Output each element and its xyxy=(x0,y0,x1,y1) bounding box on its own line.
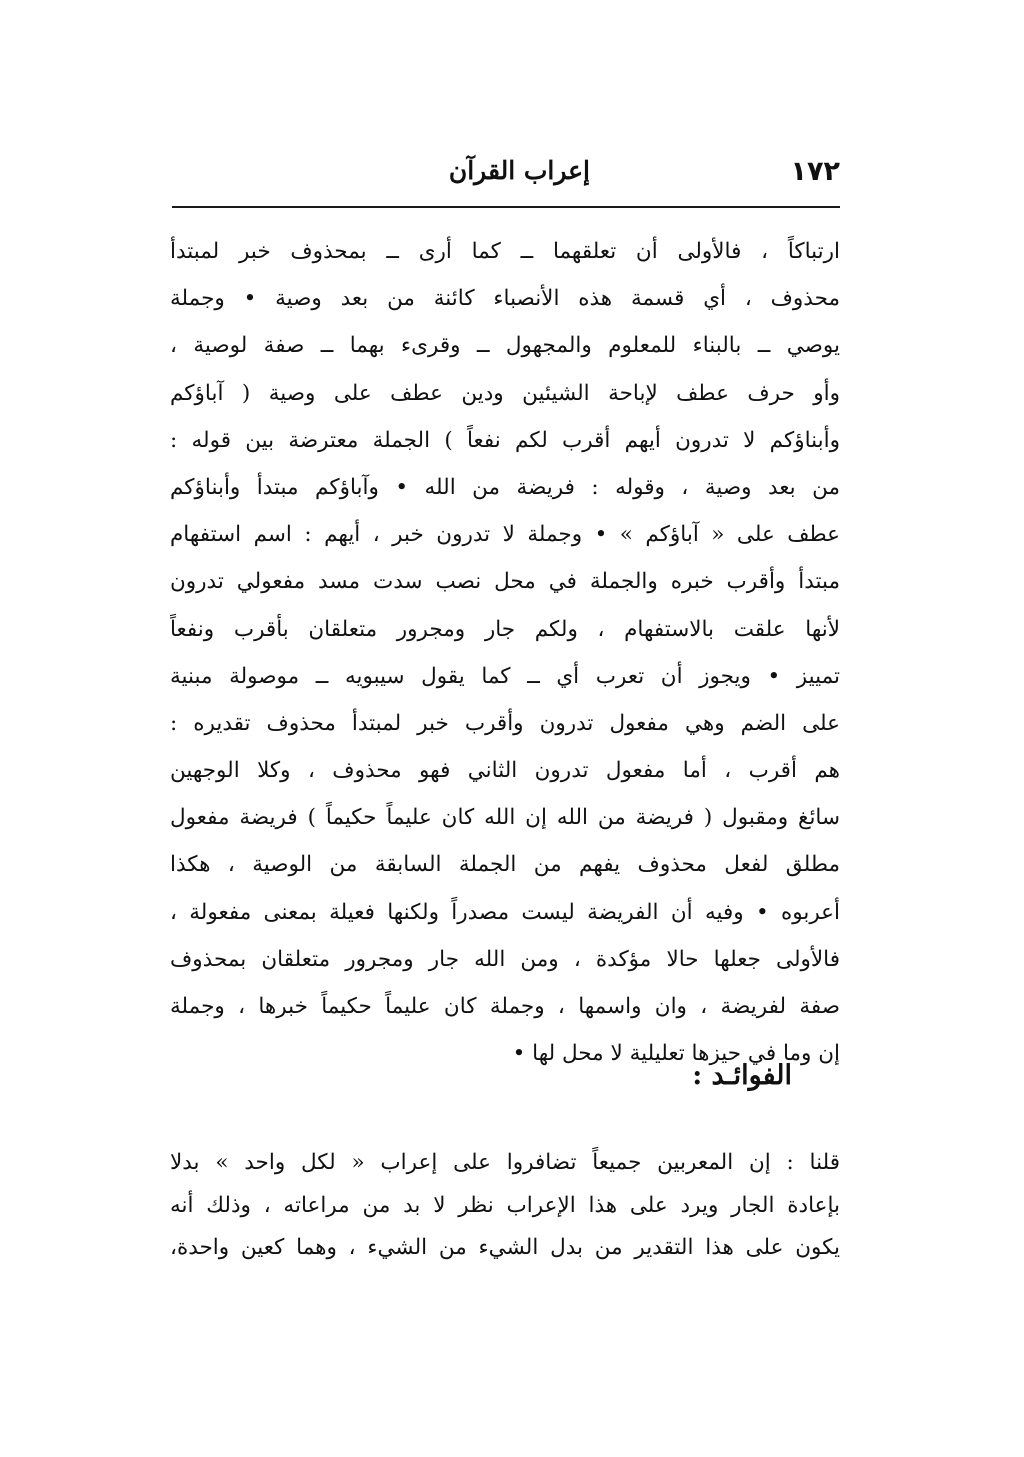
text-line: تمييز • ويجوز أن تعرب أي ــ كما يقول سيبويه ــ موصولة مبنية xyxy=(170,663,840,689)
section-heading: الفوائـد : xyxy=(692,1060,792,1091)
text-line: يكون على هذا التقدير من بدل الشيء من الشيء ، وهما كعين واحدة، xyxy=(170,1235,840,1260)
page-header xyxy=(175,152,840,202)
text-line: قلنا : إن المعربين جميعاً تضافروا على إعراب « لكل واحد » بدلا xyxy=(170,1150,840,1175)
text-line: وأبناؤكم لا تدرون أيهم أقرب لكم نفعاً ) الجملة معترضة بين قوله : xyxy=(170,427,840,453)
section-text-block xyxy=(170,1142,840,1270)
text-line: إن وما في حيزها تعليلية لا محل لها • xyxy=(512,1041,840,1067)
text-line: لأنها علقت بالاستفهام ، ولكم جار ومجرور متعلقان بأقرب ونفعاً xyxy=(170,616,840,642)
text-line: من بعد وصية ، وقوله : فريضة من الله • وآباؤكم مبتدأ وأبناؤكم xyxy=(170,474,840,500)
text-line: ارتباكاً ، فالأولى أن تعلقهما ــ كما أرى ــ بمحذوف خبر لمبتدأ xyxy=(170,239,840,264)
text-line: فالأولى جعلها حالا مؤكدة ، ومن الله جار ومجرور متعلقان بمحذوف xyxy=(170,946,840,972)
text-line: بإعادة الجار ويرد على هذا الإعراب نظر لا بد من مراعاته ، وذلك أنه xyxy=(170,1192,840,1218)
text-line: أعربوه • وفيه أن الفريضة ليست مصدراً ولكنها فعيلة بمعنى مفعولة ، xyxy=(170,899,840,925)
text-line: يوصي ــ بالبناء للمعلوم والمجهول ــ وقرىء بهما ــ صفة لوصية ، xyxy=(170,333,840,359)
page-number: ١٧٢ xyxy=(790,156,840,187)
header-rule xyxy=(172,206,840,208)
text-line: هم أقرب ، أما مفعول تدرون الثاني فهو محذوف ، وكلا الوجهين xyxy=(170,758,840,784)
text-line: وأو حرف عطف لإباحة الشيئين ودين عطف على وصية ( آباؤكم xyxy=(170,380,840,406)
text-line: صفة لفريضة ، وان واسمها ، وجملة كان عليماً حكيماً خبرها ، وجملة xyxy=(170,994,840,1019)
text-line: سائغ ومقبول ( فريضة من الله إن الله كان عليماً حكيماً ) فريضة مفعول xyxy=(170,805,840,831)
text-line: مطلق لفعل محذوف يفهم من الجملة السابقة من الوصية ، هكذا xyxy=(170,852,840,878)
main-text-block xyxy=(170,228,840,1077)
text-line: على الضم وهي مفعول تدرون وأقرب خبر لمبتدأ محذوف تقديره : xyxy=(170,710,840,736)
text-line: مبتدأ وأقرب خبره والجملة في محل نصب سدت مسد مفعولي تدرون xyxy=(170,569,840,595)
text-line: عطف على « آباؤكم » • وجملة لا تدرون خبر ، أيهم : اسم استفهام xyxy=(170,522,840,548)
running-title: إعراب القرآن xyxy=(448,156,590,185)
text-line: محذوف ، أي قسمة هذه الأنصباء كائنة من بعد وصية • وجملة xyxy=(170,286,840,312)
